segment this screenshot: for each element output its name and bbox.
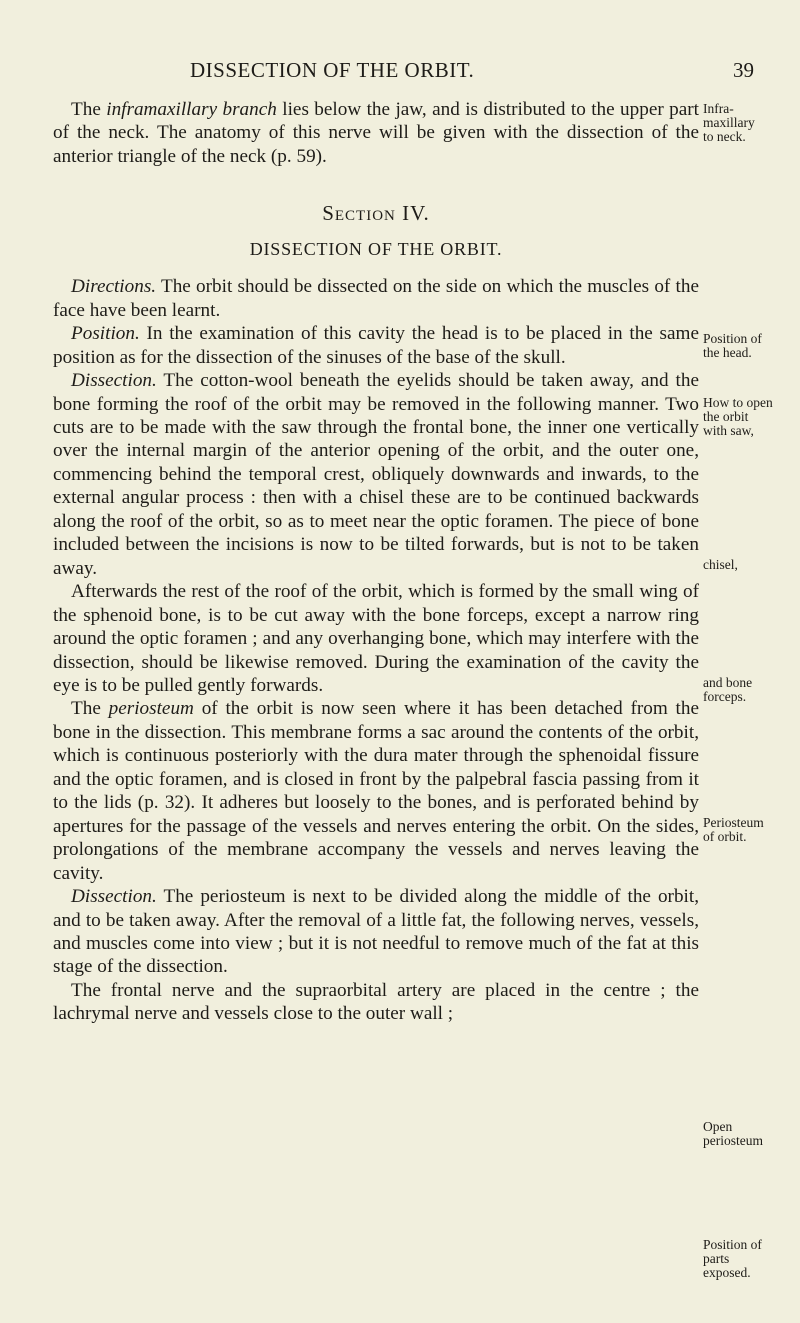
directions-paragraph: Directions. The orbit should be dissected on the side on which the muscles of the face have been learnt.: [53, 276, 699, 321]
dissection-paragraph-2: Dissection. The periosteum is next to be divided along the middle of the orbit, and to be taken away. After the removal of a little fat, the following nerves, vessels, and muscles come into view ; but it is not needful to remove much of the fat at this stage of the dissection.: [53, 886, 699, 978]
body-text: [53, 98, 699, 1026]
margin-note-chisel: chisel,: [703, 557, 738, 572]
margin-note-open-periosteum: Open periosteum: [703, 1119, 763, 1148]
intro-paragraph: The inframaxillary branch lies below the jaw, and is distributed to the upper part of the neck. The anatomy of this nerve will be given with the dissection of the anterior triangle of the neck (p. 59).: [53, 99, 699, 167]
afterwards-paragraph: Afterwards the rest of the roof of the orbit, which is formed by the small wing of the sphenoid bone, is to be cut away with the bone forceps, except a narrow ring around the optic foramen ; and any overhanging bone, which may interfere with the dissection, should be likewise removed. During the examination of the cavity the eye is to be pulled gently forwards.: [53, 581, 699, 696]
margin-notes: [703, 0, 799, 1323]
section-title: DISSECTION OF THE ORBIT.: [249, 238, 503, 259]
margin-note-infra: Infra- maxillary to neck.: [703, 101, 755, 144]
term-periosteum: periosteum: [108, 698, 194, 720]
frontal-nerve-paragraph: The frontal nerve and the supraorbital artery are placed in the centre ; the lachrymal nerve and vessels close to the outer wall ;: [53, 979, 699, 1025]
margin-note-parts-exposed: Position of parts exposed.: [703, 1237, 762, 1280]
section-heading: Section IV.: [322, 201, 430, 226]
running-head: DISSECTION OF THE ORBIT.: [190, 58, 475, 82]
margin-note-periosteum-orbit: Periosteum of orbit.: [703, 815, 764, 844]
margin-note-bone-forceps: and bone forceps.: [703, 675, 753, 704]
page-number: 39: [733, 58, 754, 82]
margin-note-open-orbit: How to open the orbit with saw,: [703, 395, 773, 438]
margin-note-position-head: Position of the head.: [703, 331, 762, 360]
term-inframaxillary-branch: inframaxillary branch: [106, 99, 277, 120]
page-header: [0, 58, 800, 88]
position-paragraph: Position. In the examination of this cavity the head is to be placed in the same position as for the dissection of the sinuses of the base of the skull.: [53, 323, 699, 368]
periosteum-paragraph: The periosteum of the orbit is now seen where it has been detached from the bone in the dissection. This membrane forms a sac around the contents of the orbit, which is continuous posteriorly with the dura mater through the sphenoidal fissure and the optic foramen, and is closed in front by the palpebral fascia passing from it to the lids (p. 32). It adheres but loosely to the bones, and is perforated behind by apertures for the passage of the vessels and nerves entering the orbit. On the sides, prolongations of the membrane accompany the vessels and nerves leaving the cavity.: [53, 698, 699, 884]
dissection-paragraph-1: Dissection. The cotton-wool beneath the eyelids should be taken away, and the bone forming the roof of the orbit may be removed in the following manner. Two cuts are to be made with the saw through the frontal bone, the inner one vertically over the internal margin of the anterior opening of the orbit, and the outer one, commencing behind the temporal crest, obliquely downwards and inwards, to the external angular process : then with a chisel these are to be continued backwards along the roof of the orbit, so as to meet near the optic foramen. The piece of bone included between the incisions is now to be tilted forwards, but is not to be taken away.: [53, 370, 699, 579]
